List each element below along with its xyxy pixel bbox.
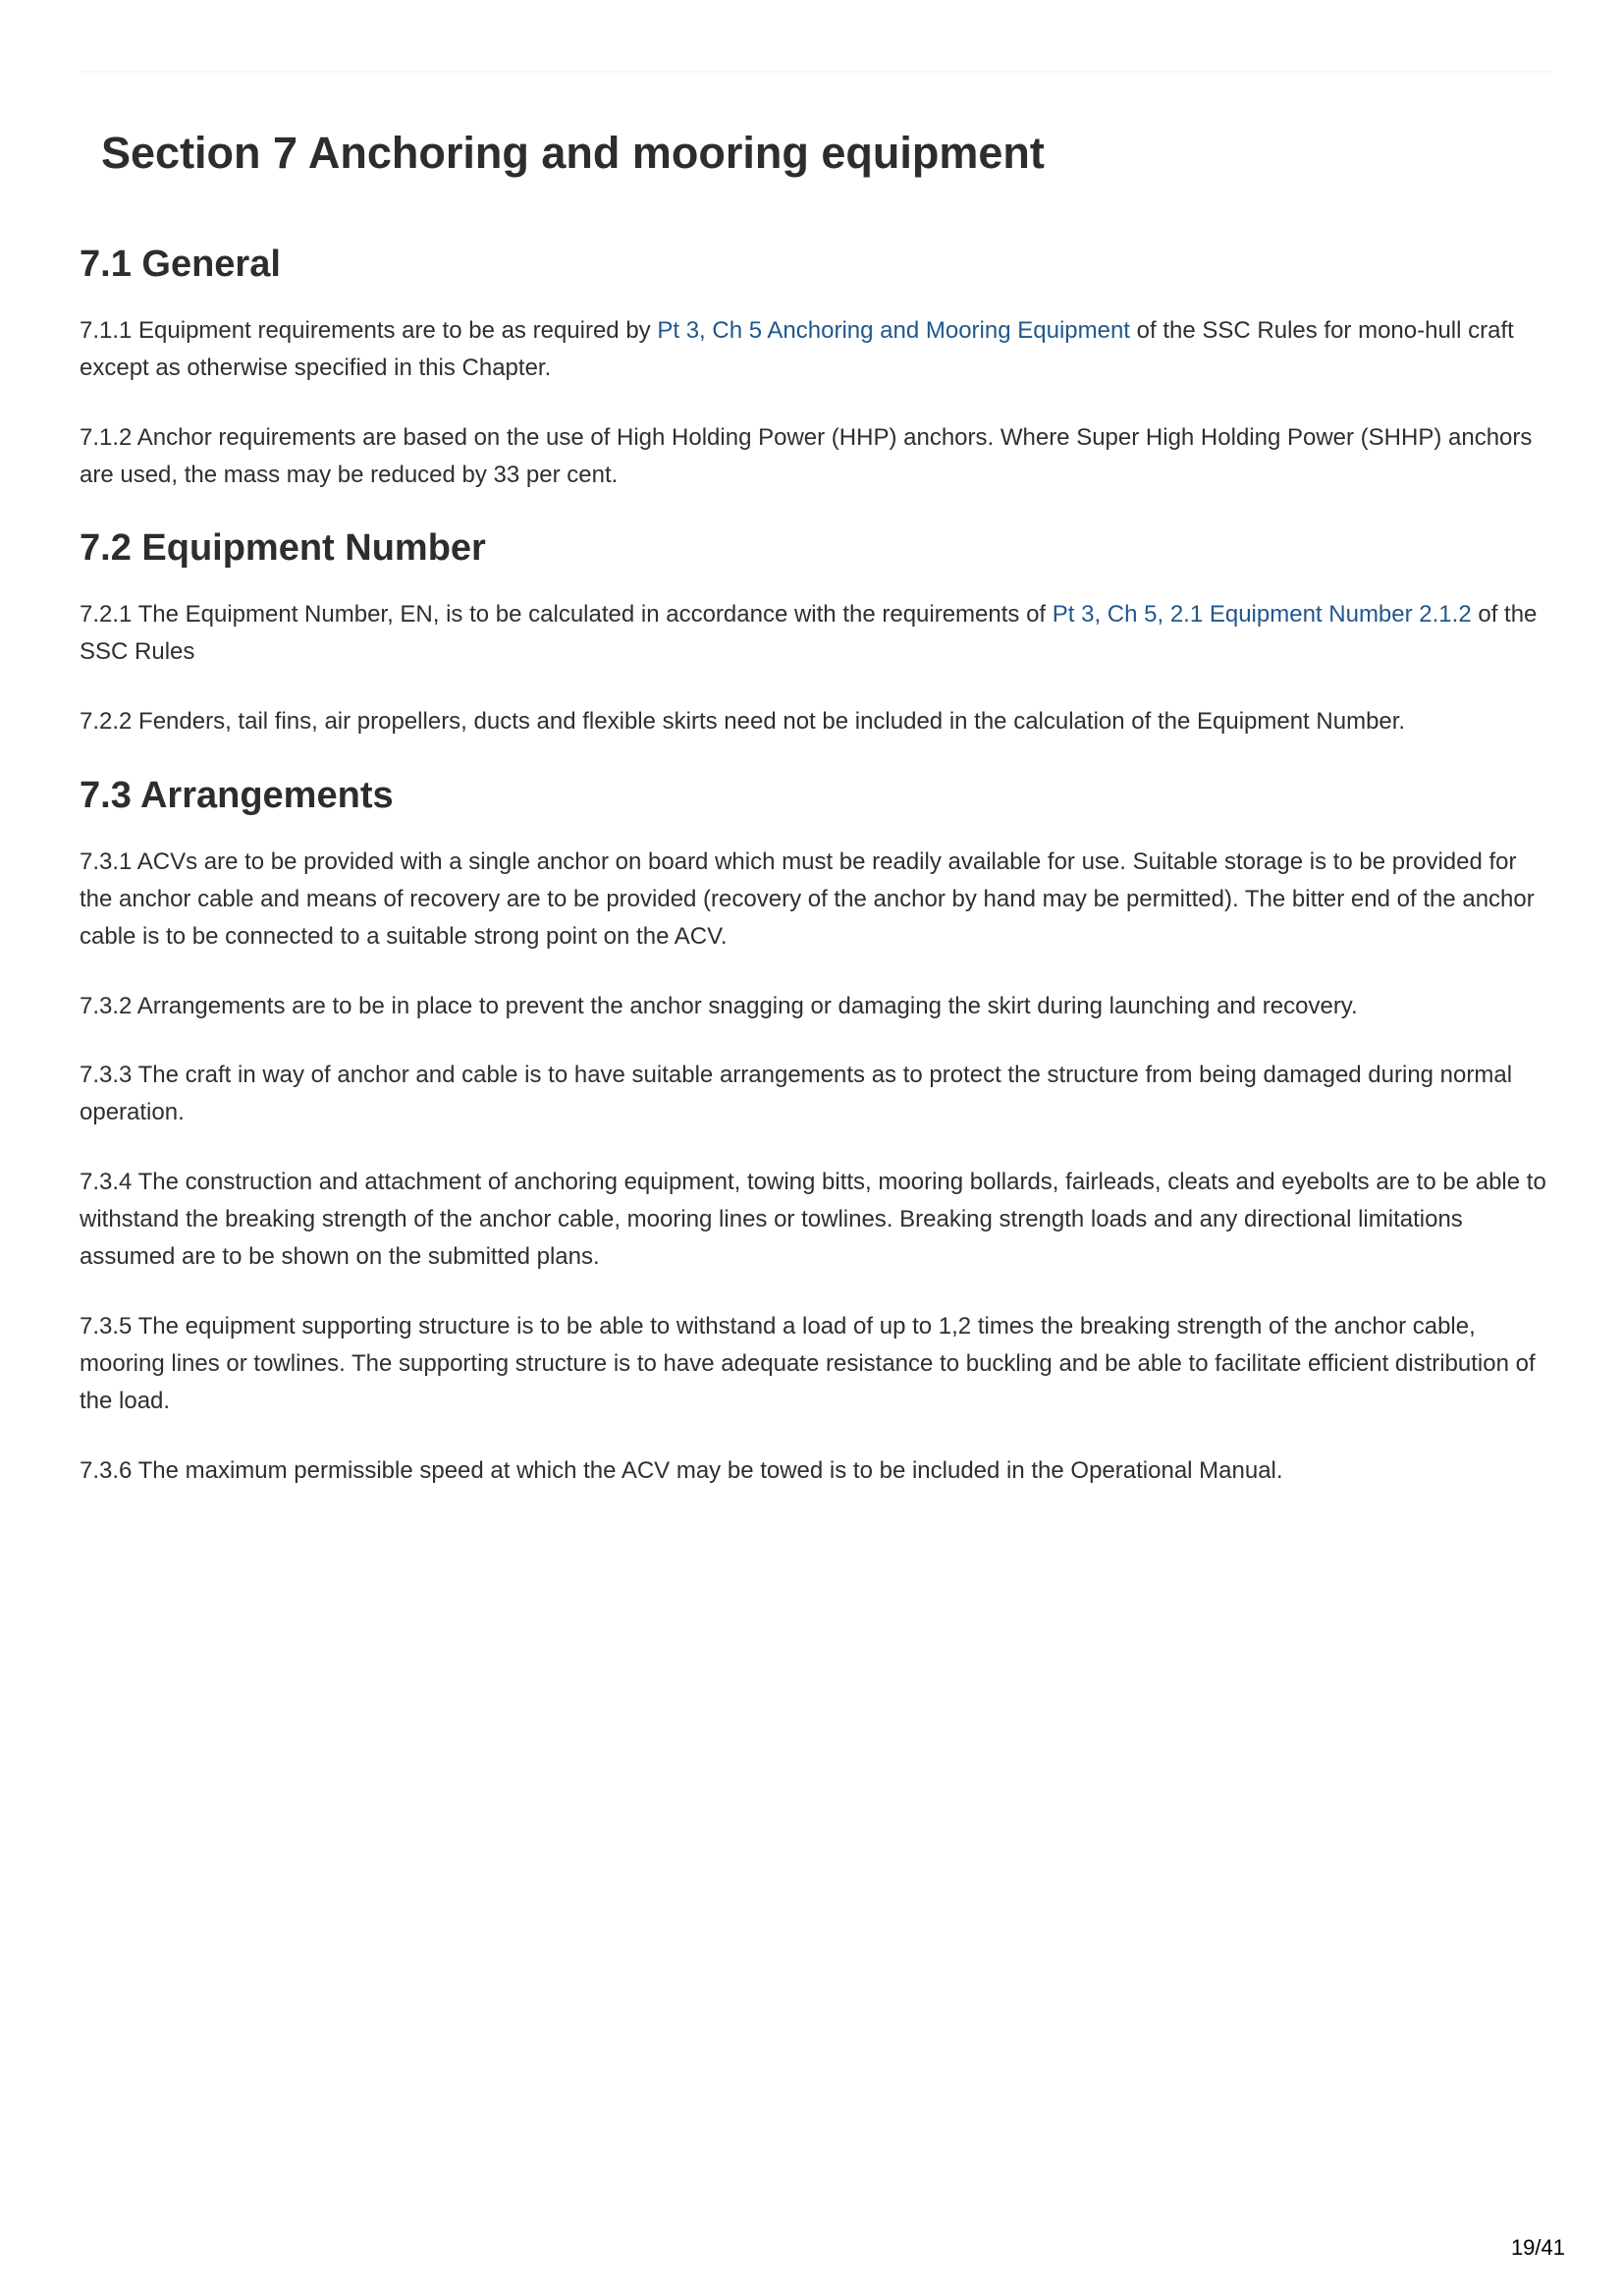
section-heading-arrangements: 7.3 Arrangements xyxy=(80,775,394,816)
paragraph-7-3-2: 7.3.2 Arrangements are to be in place to prevent the anchor snagging or damaging the skirt during launching and recovery. xyxy=(80,993,1358,1019)
page-title: Section 7 Anchoring and mooring equipment xyxy=(101,128,1045,178)
paragraph-text: of the SSC Rules for mono-hull craft except as otherwise specified in this Chapter. xyxy=(80,317,1514,381)
paragraph-7-1-1 xyxy=(80,312,1552,387)
section-heading-general: 7.1 General xyxy=(80,244,281,285)
paragraph-7-3-1: 7.3.1 ACVs are to be provided with a single anchor on board which must be readily available for use. Suitable storage is to be provided for the anchor cable and means of recovery are to be provided (recovery of the anchor by hand may be permitted). The bitter end of the anchor cable is to be connected to a suitable strong point on the ACV. xyxy=(80,848,1535,950)
link-pt3-ch5-anchoring-mooring[interactable]: Pt 3, Ch 5 Anchoring and Mooring Equipment xyxy=(657,317,1130,344)
link-pt3-ch5-equipment-number[interactable]: Pt 3, Ch 5, 2.1 Equipment Number 2.1.2 xyxy=(1052,601,1472,628)
paragraph-7-2-2: 7.2.2 Fenders, tail fins, air propellers, ducts and flexible skirts need not be included in the calculation of the Equipment Number. xyxy=(80,708,1406,735)
paragraph-text: of the SSC Rules xyxy=(80,601,1538,665)
paragraph-7-3-3: 7.3.3 The craft in way of anchor and cable is to have suitable arrangements as to protect the structure from being damaged during normal operation. xyxy=(80,1062,1513,1125)
top-divider xyxy=(80,71,1552,73)
page-number: 19/41 xyxy=(1510,2235,1565,2260)
paragraph-7-2-1 xyxy=(80,596,1552,671)
paragraph-7-1-2: 7.1.2 Anchor requirements are based on the use of High Holding Power (HHP) anchors. Where Super High Holding Power (SHHP) anchors are used, the mass may be reduced by 33 per cent. xyxy=(80,424,1533,488)
paragraph-7-3-4: 7.3.4 The construction and attachment of anchoring equipment, towing bitts, mooring bollards, fairleads, cleats and eyebolts are to be able to withstand the breaking strength of the anchor cable, mooring lines or towlines. Breaking strength loads and any directional limitations assumed are to be shown on the submitted plans. xyxy=(80,1169,1546,1270)
paragraph-text: 7.1.1 Equipment requirements are to be as required by xyxy=(80,317,658,344)
section-heading-equipment-number: 7.2 Equipment Number xyxy=(80,527,486,569)
paragraph-7-3-6: 7.3.6 The maximum permissible speed at which the ACV may be towed is to be included in the Operational Manual. xyxy=(80,1457,1283,1484)
paragraph-7-3-5: 7.3.5 The equipment supporting structure is to be able to withstand a load of up to 1,2 times the breaking strength of the anchor cable, mooring lines or towlines. The supporting structure is to have adequate resistance to buckling and be able to facilitate efficient distribution of the load. xyxy=(80,1313,1536,1414)
paragraph-text: 7.2.1 The Equipment Number, EN, is to be calculated in accordance with the requirements of xyxy=(80,601,1053,628)
